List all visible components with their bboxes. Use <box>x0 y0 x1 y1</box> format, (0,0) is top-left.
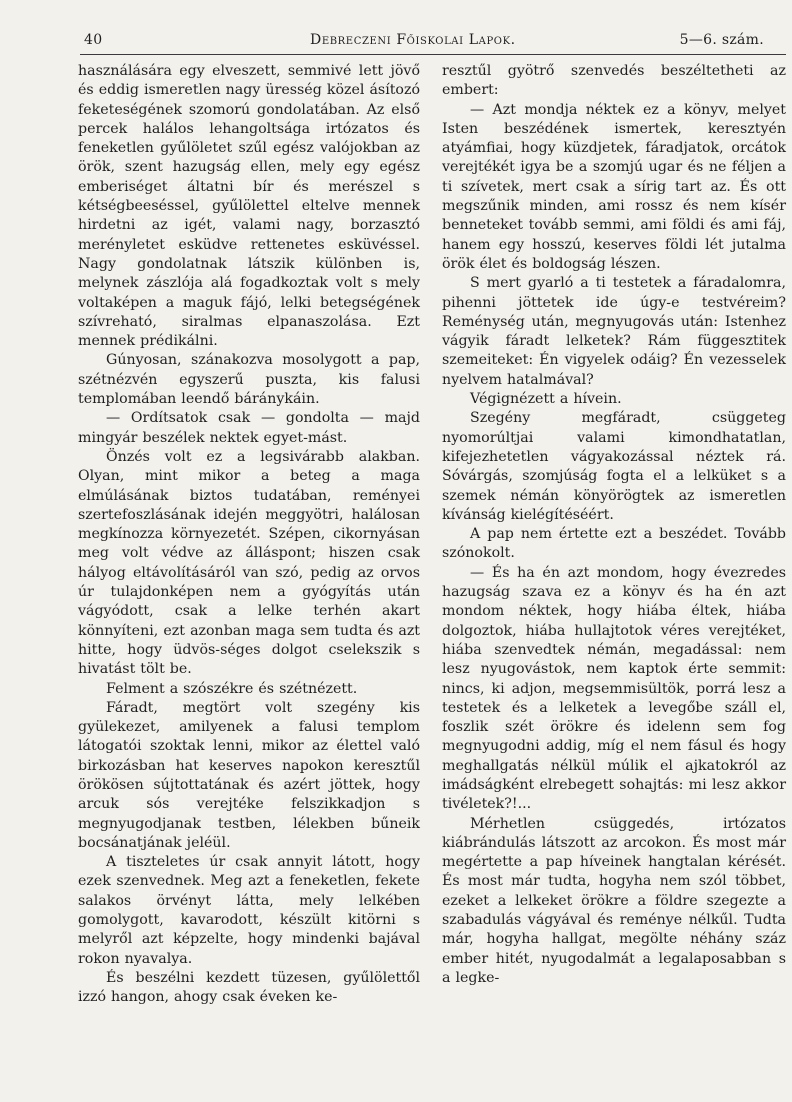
paragraph: Mérhetlen csüggedés, irtózatos kiábrándulás látszott az arcokon. És most már megértette a pap híveinek hangtalan kérését. És most már tudta, hogyha nem szól többet, ezeket a lelkeket örökre a földre szegezte a szabadulás vágyával és reménye nélkűl. Tudta már, hogyha hallgat, megölte néhány száz ember hitét, nyugodalmát a legalaposabban s a legke- <box>442 815 786 986</box>
paragraph: Önzés volt ez a legsivárabb alakban. Olyan, mint mikor a beteg a maga elmúlásának biztos tudatában, reményei szertefoszlásának idején meggyötri, halálosan megkínozza környezetét. Szépen, cikornyásan meg volt védve az álláspont; hiszen csak hályog eltávolításáról van szó, pedig az orvos úr tulajdonképen nem a gyógyítás után vágyódott, csak a lelke terhén akart könnyíteni, ezt azonban maga sem tudta és azt hitte, hogy üdvös-séges dolgot cselekszik s hivatást tölt be. <box>78 448 420 678</box>
running-header <box>80 30 780 50</box>
header-rule <box>80 54 786 55</box>
paragraph: — Ordítsatok csak — gondolta — majd mingyár beszélek nektek egyet-mást. <box>78 410 420 446</box>
page-number: 40 <box>84 32 103 48</box>
paragraph: Felment a szószékre és szétnézett. <box>106 680 358 697</box>
paragraph: Végignézett a hívein. <box>470 391 622 408</box>
paragraph: Fáradt, megtört volt szegény kis gyülekezet, amilyenek a falusi templom látogatói szoktak lenni, mikor az élettel való birkozásban hat keserves napokon keresztűl örökösen sújtottatának és azért jöttek, hogy arcuk sós verejtéke felszikkadjon s megnyugodjanak testben, lélekben bűneik bocsánatjának jeléül. <box>78 699 420 851</box>
issue-number: 5—6. szám. <box>679 32 764 48</box>
paragraph: Szegény megfáradt, csüggeteg nyomorúltjai valami kimondhatatlan, kifejezhetetlen vágyakozással néztek rá. Sóvárgás, szomjúság fogta el a lelküket s a szemek némán könyörögtek az ismeretlen kívánság kielégítéséért. <box>442 410 786 523</box>
paragraph: A tiszteletes úr csak annyit látott, hogy ezek szenvednek. Meg azt a feneketlen, fekete salakos örvényt látta, mely lelkében gomolygott, kavarodott, készült kitörni s melyről azt képzelte, hogy mindenki bajával rokon nyavalya. <box>78 854 420 967</box>
paragraph: — És ha én azt mondom, hogy évezredes hazugság szava ez a könyv és ha én azt mondom néktek, hogy hiába éltek, hiába dolgoztok, hiába hullajtotok véres verejtéket, hiába szenvedtek némán, megadással: nem lesz nyugovástok, nem kaptok érte semmit: nincs, ki adjon, megsemmisültök, porrá lesz a testetek és a lelketek a levegőbe száll el, foszlik szét örökre és idelenn sem fog megnyugodni addig, míg el nem fásul és hogy meghallgatás nélkül múlik el ajkatokról az imádságként elrebegett sohajtás: mi lesz akkor tivéletek?!... <box>442 564 786 813</box>
paragraph: — Azt mondja néktek ez a könyv, melyet Isten beszédének ismertek, keresztyén atyámfiai, hogy küzdjetek, fáradjatok, orcátok verejtékét igya be a szomjú ugar és ne féljen a ti szívetek, mert csak a sírig tart az. És ott megszűnik minden, ami rossz és nem kísér benneteket tovább semmi, ami földi és ami fáj, hanem egy hosszú, keserves földi lét jutalma örök élet és boldogság lészen. <box>442 101 786 272</box>
paragraph: resztűl gyötrő szenvedés beszéltetheti az embert: <box>442 63 786 99</box>
paragraph: S mert gyarló a ti testetek a fáradalomra, pihenni jöttetek ide úgy-e testvéreim? Reménység után, megnyugovás után: Istenhez vágyik fáradt lelketek? Rám függesztitek szemeiteket: Én vigyelek odáig? Én vezesselek nyelvem hatalmával? <box>442 275 786 388</box>
paragraph: És beszélni kezdett tüzesen, gyűlölettől izzó hangon, ahogy csak éveken ke- <box>78 969 420 1006</box>
paragraph: használására egy elveszett, semmivé lett jövő és eddig ismeretlen nagy üresség közel ásítozó feketeségének szomorú gondolatában. Az első percek halálos lehangoltsága irtózatos és feneketlen gyűlöletet szűl egész valójokban az örök, szent hazugság ellen, mely egy egész emberiséget áltatni bír és merészel s kétségbeeséssel, gyűlölettel eltelve mennek hirdetni az igét, valami nagy, borzasztó merényletet esküdve rettenetes esküvéssel. Nagy gondolatnak látszik különben is, melynek zászlója alá fogadkoztak volt s mely voltaképen a maguk fájó, lelki betegségének szívreható, siralmas elpanaszolása. Ezt mennek prédikálni. <box>78 63 420 350</box>
journal-title: Debreczeni Főiskolai Lapok. <box>310 32 516 48</box>
paragraph: Gúnyosan, szánakozva mosolygott a pap, szétnézvén egyszerű puszta, kis falusi templomában leendő báránykáin. <box>78 352 420 408</box>
right-column <box>442 62 786 988</box>
paragraph: A pap nem értette ezt a beszédet. Tovább szónokolt. <box>442 526 786 562</box>
left-column <box>78 62 420 1008</box>
